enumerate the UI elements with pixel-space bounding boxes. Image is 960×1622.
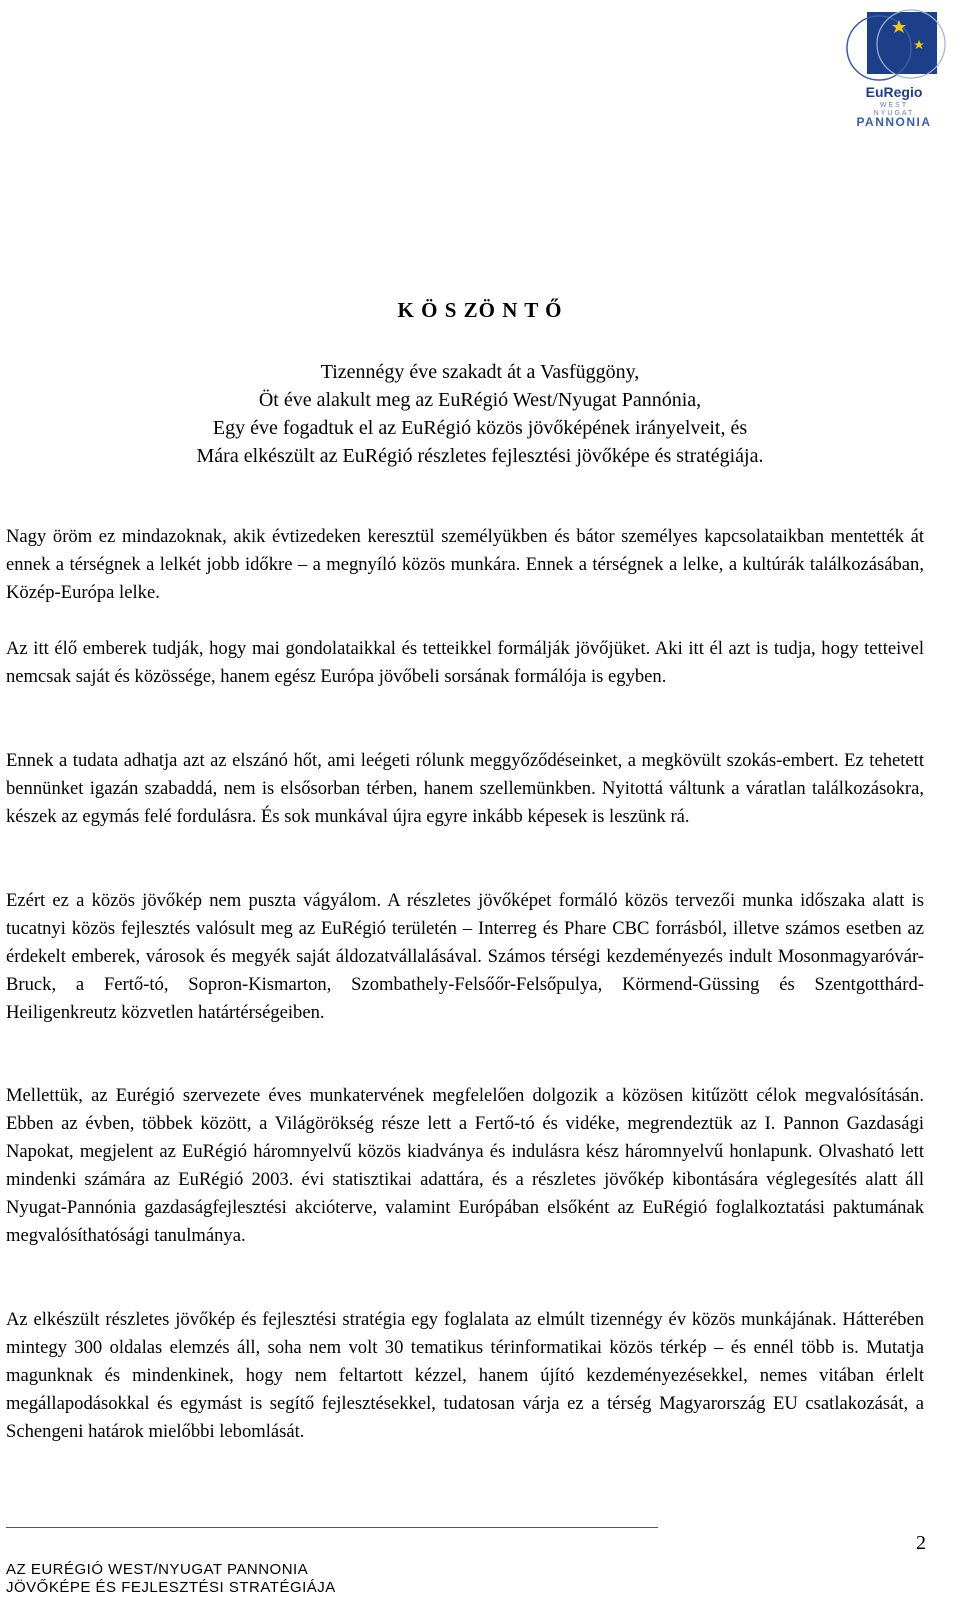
intro-line: Tizennégy éve szakadt át a Vasfüggöny, [320, 361, 640, 383]
footer-line: JÖVŐKÉPE ÉS FEJLESZTÉSI STRATÉGIÁJA [6, 1579, 336, 1596]
logo-name: EuRegio [865, 84, 923, 100]
body-paragraph: Mellettük, az Eurégió szervezete éves munkatervének megfelelően dolgozik a közösen kitűzött célok megvalósításán. Ebben az évben, többek között, a Világörökség része lett a Fertő-tó és vidéke, megrendeztük az I. Pannon Gazdasági Napokat, megjelent az EuRégió háromnyelvű közös kiadványa és indulásra kész háromnyelvű honlapunk. Olvasható lett mindenki számára az EuRégió 2003. évi statisztikai adattára, és a részletes jövőkép kibontására véglegesítés alatt áll Nyugat-Pannónia gazdaságfejlesztési akcióterve, valamint Európában elsőként az EuRégió foglalkoztatási paktumának megvalósíthatósági tanulmánya. [6, 1085, 924, 1246]
logo-line-pannonia: PANNONIA [856, 115, 932, 129]
intro-line: Egy éve fogadtuk el az EuRégió közös jövőképének irányelveit, és [212, 417, 748, 439]
logo-line-west: WEST [879, 102, 909, 109]
footer-divider [6, 1527, 658, 1528]
intro-line: Öt éve alakult meg az EuRégió West/Nyugat Pannónia, [258, 389, 702, 411]
euregio-logo [835, 4, 953, 129]
footer [6, 1561, 336, 1597]
page-title: K Ö S ZÖ N T Ő [397, 298, 563, 322]
body-paragraph: Ezért ez a közös jövőkép nem puszta vágyálom. A részletes jövőképet formáló közös tervezői munka időszaka alatt is tucatnyi közös fejlesztés valósult meg az EuRégió területén – Interreg és Phare CBC forrásból, illetve számos esetben az érdekelt emberek, városok és megyék saját áldozatvállalásával. Számos térségi kezdeményezés indult Mosonmagyaróvár-Bruck, a Fertő-tó, Sopron-Kismarton, Szombathely-Felsőőr-Felsőpulya, Körmend-Güssing és Szentgotthárd-Heiligenkreutz közvetlen határtérségeiben. [6, 890, 924, 1023]
logo-emblem-icon [835, 4, 953, 84]
body-paragraph: Az itt élő emberek tudják, hogy mai gondolataikkal és tetteikkel formálják jövőjüket. Aki itt él azt is tudja, hogy tetteivel nemcsak saját és közössége, hanem egész Európa jövőbeli sorsának formálója is egyben. [6, 638, 924, 687]
page-number: 2 [916, 1532, 926, 1554]
body-paragraph: Nagy öröm ez mindazoknak, akik évtizedeken keresztül személyükben és bátor személyes kapcsolataikban mentették át ennek a térségnek a lelkét jobb időkre – a megnyíló közös munkára. Ennek a térségnek a lelke, a kultúrák találkozásában, Közép-Európa lelke. [6, 526, 924, 603]
logo-line-nyugat: NYUGAT [873, 110, 915, 117]
body-paragraph: Ennek a tudata adhatja azt az elszánó hőt, ami leégeti rólunk meggyőződéseinket, a megkövült szokás-embert. Ez tehetett bennünket igazán szabaddá, nem is elsősorban térben, hanem szellemünkben. Nyitottá váltunk a váratlan találkozásokra, készek az egymás felé fordulásra. És sok munkával újra egyre inkább képesek is leszünk rá. [6, 750, 924, 827]
body-paragraph: Az elkészült részletes jövőkép és fejlesztési stratégia egy foglalata az elmúlt tizennégy év közös munkájának. Hátterében mintegy 300 oldalas elemzés áll, soha nem volt 30 tematikus térinformatikai közös térkép – és ennél több is. Mutatja magunknak és mindenkinek, hogy nem feltartott kézzel, hanem újító kezdeményezésekkel, nemes vitában érlelt megállapodásokkal és egymást is segítő fejlesztésekkel, tudatosan várja ez a térség Magyarország EU csatlakozását, a Schengeni határok mielőbbi lebomlását. [6, 1309, 924, 1442]
intro-line: Mára elkészült az EuRégió részletes fejlesztési jövőképe és stratégiája. [196, 445, 764, 467]
intro-block [40, 358, 920, 470]
footer-line: AZ EURÉGIÓ WEST/NYUGAT PANNONIA [6, 1561, 309, 1578]
